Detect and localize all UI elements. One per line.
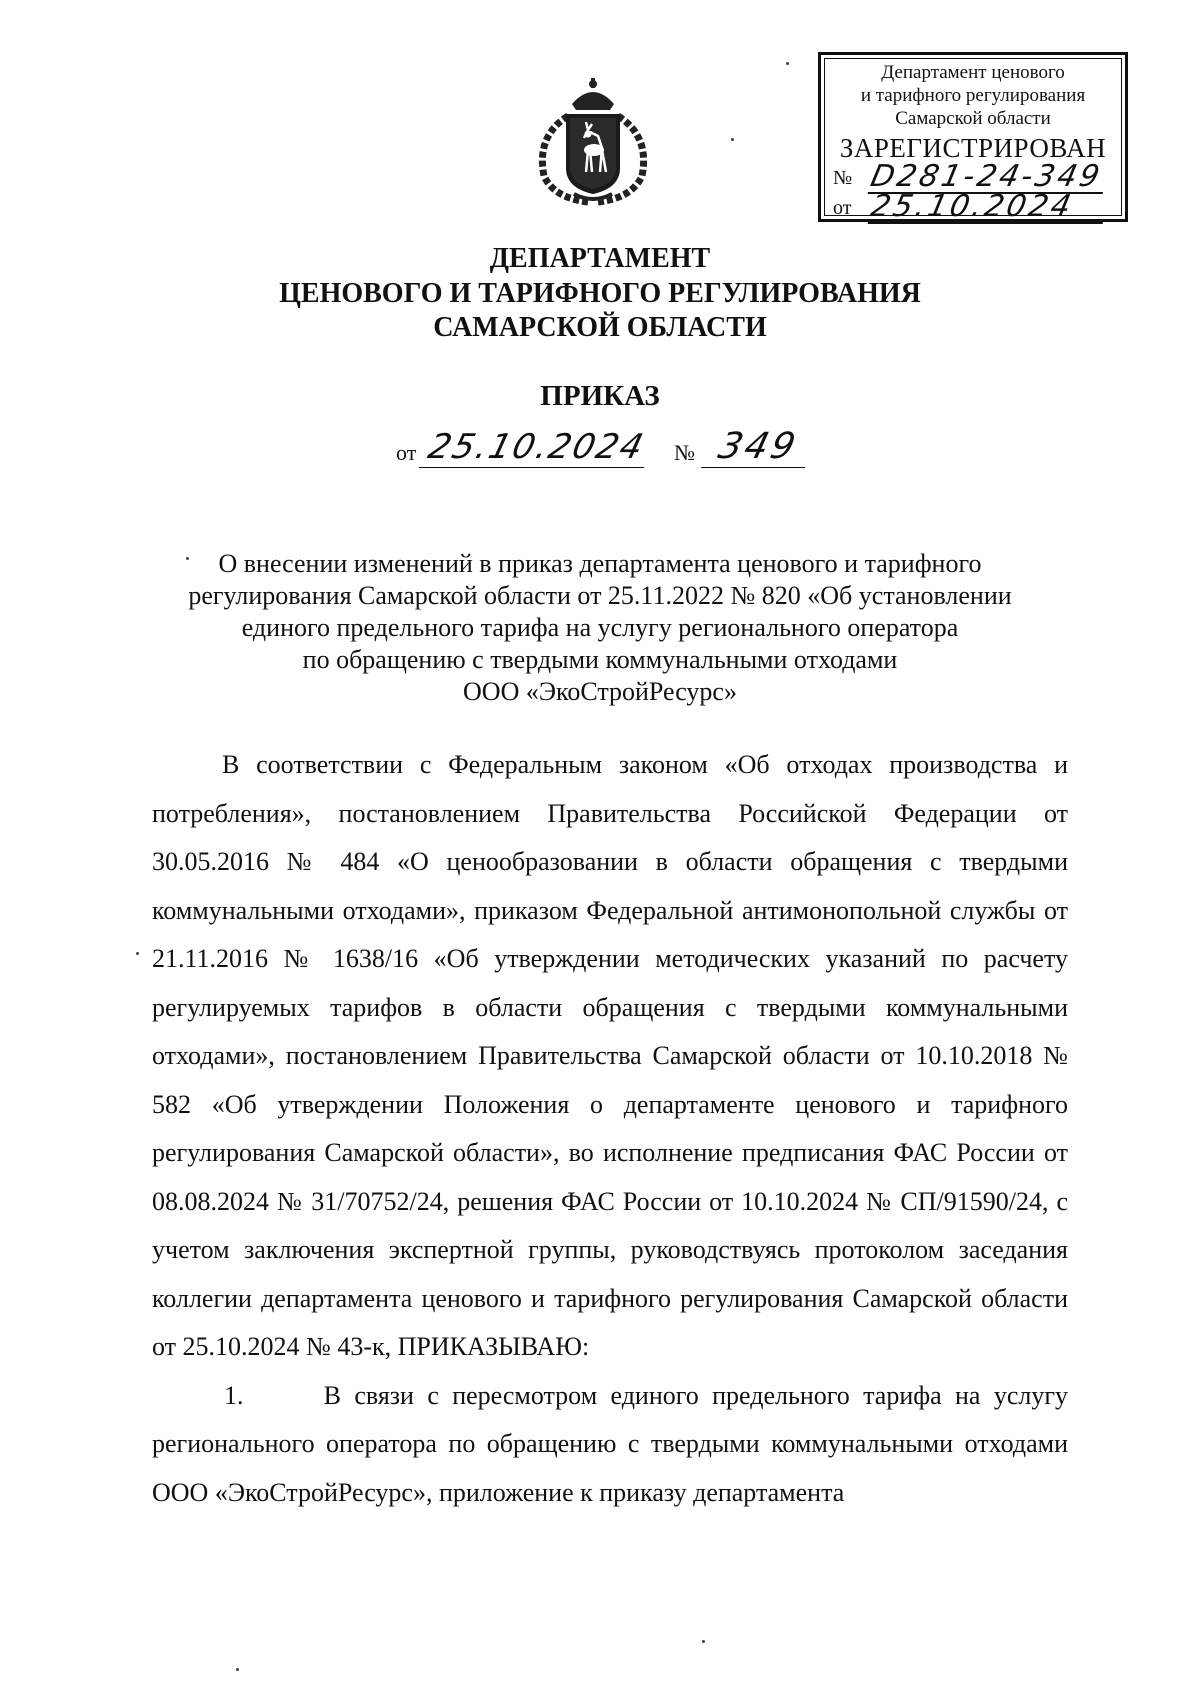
header-line-3: САМАРСКОЙ ОБЛАСТИ: [433, 312, 767, 343]
stamp-number-label: №: [833, 167, 853, 189]
subject-line-5: ООО «ЭкоСтройРесурс»: [463, 677, 737, 706]
stamp-line-3: Самарской области: [895, 108, 1051, 129]
scan-speck: [702, 1640, 705, 1643]
preamble-paragraph: В соответствии с Федеральным законом «Об отходах производства и потребления», постановлением Правительства Российской Федерации от 30.05.2016 № 484 «О ценообразовании в области обращения с твердыми коммунальными отходами», приказом Федеральной антимонопольной службы от 21.11.2016 № 1638/16 «Об утверждении методических указаний по расчету регулируемых тарифов в области обращения с твердыми коммунальными отходами», постановлением Правительства Самарской области от 10.10.2018 № 582 «Об утверждении Положения о департаменте ценового и тарифного регулирования Самарской области», во исполнение предписания ФАС России от 08.08.2024 № 31/70752/24, решения ФАС России от 10.10.2024 № СП/91590/24, с учетом заключения экспертной группы, руководствуясь протоколом заседания коллегии департамента ценового и тарифного регулирования Самарской области от 25.10.2024 № 43-к, ПРИКАЗЫВАЮ:: [152, 750, 1068, 1361]
stamp-date-row: [831, 189, 1115, 224]
order-title: ПРИКАЗ: [540, 380, 660, 412]
subject-line-2: регулирования Самарской области от 25.11.2022 № 820 «Об установлении: [188, 581, 1012, 610]
scan-speck: [186, 557, 189, 560]
coat-of-arms-emblem: [528, 76, 658, 208]
subject-line-1: О внесении изменений в приказ департамента ценового и тарифного: [218, 549, 982, 578]
scan-speck: [786, 62, 789, 65]
stamp-number-row: [831, 159, 1115, 194]
item-1-paragraph: 1. В связи с пересмотром единого предельного тарифа на услугу регионального оператора по обращению с твердыми коммунальными отходами ООО «ЭкоСтройРесурс», приложение к приказу департамента: [152, 1380, 1075, 1507]
order-date-label: от: [396, 440, 417, 465]
scan-speck: [136, 952, 139, 955]
stamp-date-label: от: [833, 197, 852, 219]
order-date-handwritten: 25.10.2024: [419, 427, 654, 468]
stamp-registered: ЗАРЕГИСТРИРОВАН: [839, 133, 1107, 163]
order-number-label: №: [674, 440, 695, 465]
stamp-line-2: и тарифного регулирования: [860, 85, 1086, 106]
stamp-number-handwritten: D281-24-349: [868, 162, 1110, 194]
subject-line-4: по обращению с твердыми коммунальными отходами: [302, 645, 898, 674]
order-date-number-line: [396, 420, 816, 472]
header-line-1: ДЕПАРТАМЕНТ: [489, 243, 711, 274]
header-line-2: ЦЕНОВОГО И ТАРИФНОГО РЕГУЛИРОВАНИЯ: [279, 278, 921, 309]
order-body: [152, 741, 1075, 1517]
order-subject: [140, 548, 1060, 708]
registration-stamp: [818, 52, 1128, 222]
scan-speck: [731, 138, 734, 141]
stamp-line-1: Департамент ценового: [881, 62, 1065, 83]
order-number-handwritten: 349: [701, 427, 815, 468]
stamp-date-handwritten: 25.10.2024: [868, 192, 1110, 224]
subject-line-3: единого предельного тарифа на услугу регионального оператора: [241, 613, 959, 642]
scan-speck: [236, 1668, 239, 1671]
